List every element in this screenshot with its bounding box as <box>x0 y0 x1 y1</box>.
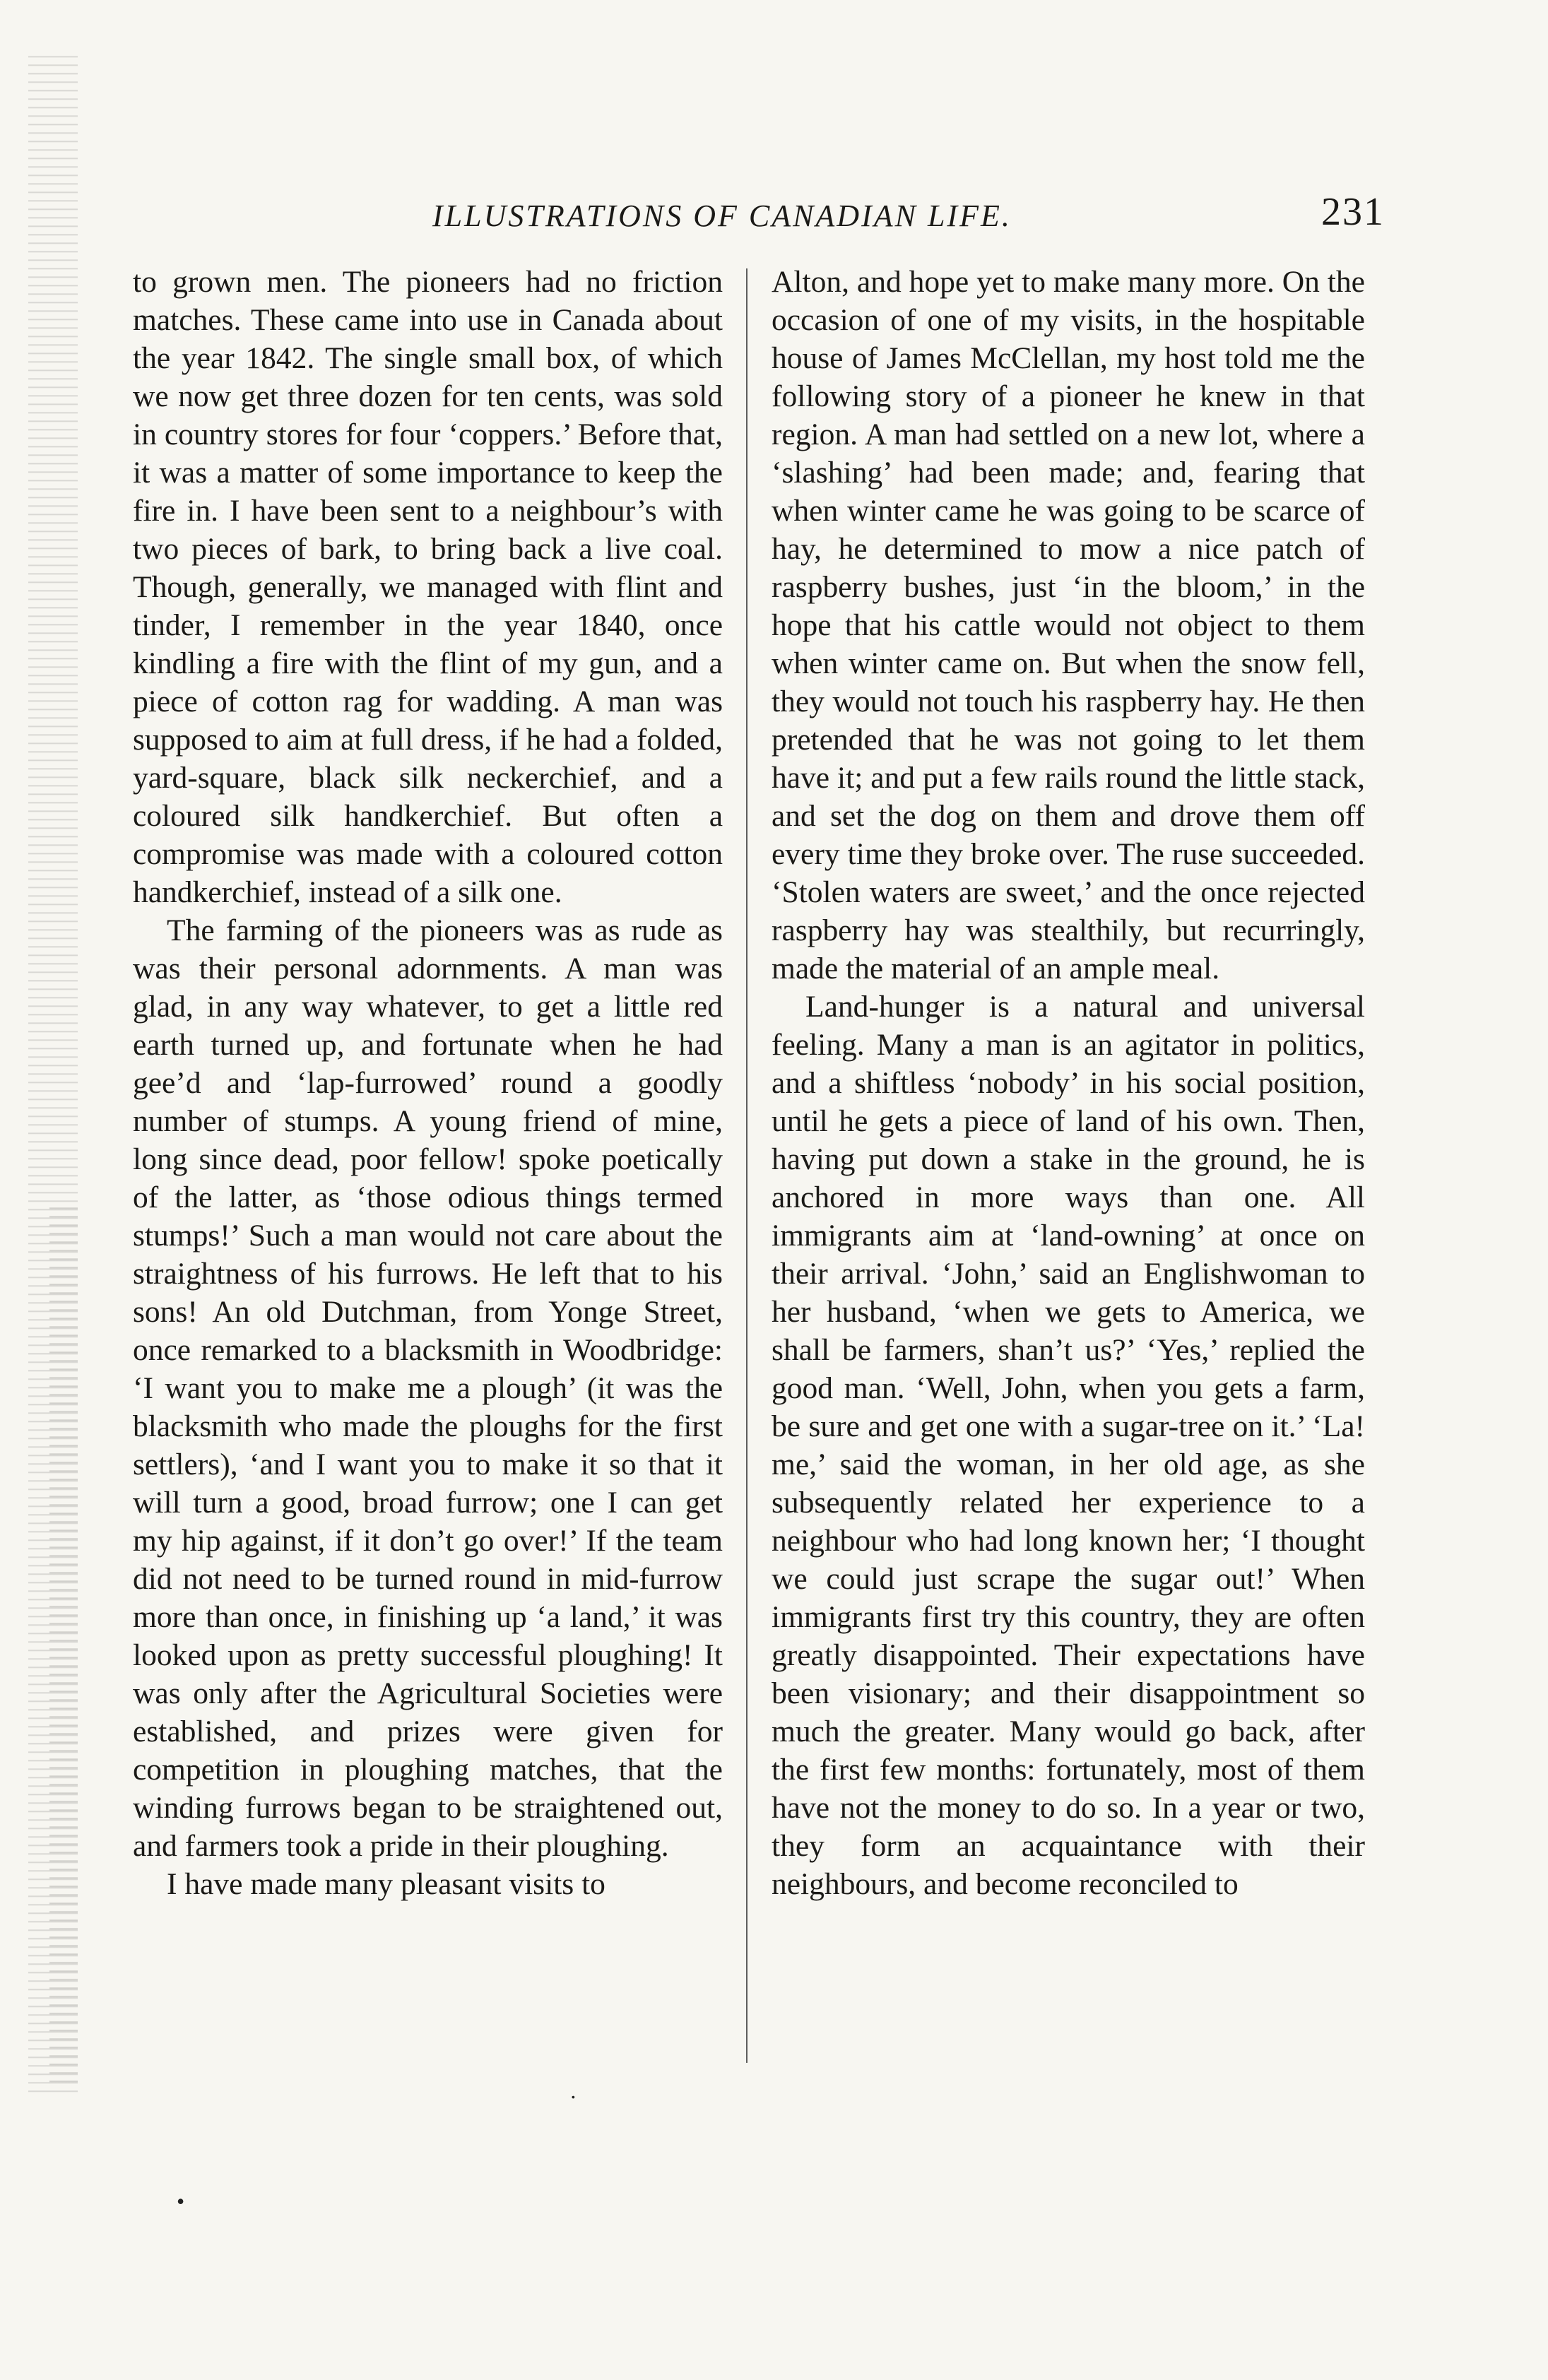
right-column <box>772 263 1365 1903</box>
binding-gutter-noise-lower <box>49 1201 78 2084</box>
print-speck: · <box>569 2084 577 2109</box>
running-head: ILLUSTRATIONS OF CANADIAN LIFE. <box>432 199 1012 233</box>
page-number: 231 <box>1321 190 1385 234</box>
left-column <box>133 263 723 1903</box>
print-speck: • <box>177 2189 185 2214</box>
page-header <box>424 189 1385 239</box>
left-paragraph-3: I have made many pleasant visits to <box>167 1867 605 1901</box>
right-paragraph-1: Alton, and hope yet to make many more. On the occasion of one of my visits, in the hospitable house of James McClellan, my host told me the following story of a pioneer he knew in that region. A man had settled on a new lot, where a ‘slashing’ had been made; and, fearing that when winter came he was going to be scarce of hay, he determined to mow a nice patch of raspberry bushes, just ‘in the bloom,’ in the hope that his cattle would not object to them when winter came on. But when the snow fell, they would not touch his raspberry hay. He then pretended that he was not going to let them have it; and put a few rails round the little stack, and set the dog on them and drove them off every time they broke over. The ruse succeeded. ‘Stolen waters are sweet,’ and the once rejected raspberry hay was stealthily, but recurringly, made the material of an ample meal. <box>772 265 1365 985</box>
left-paragraph-2: The farming of the pioneers was as rude as was their personal adornments. A man was glad, in any way whatever, to get a little red earth turned up, and fortunate when he had gee’d and ‘lap-furrowed’ round a goodly number of stumps. A young friend of mine, long since dead, poor fellow! spoke poetically of the latter, as ‘those odious things termed stumps!’ Such a man would not care about the straightness of his furrows. He left that to his sons! An old Dutchman, from Yonge Street, once remarked to a blacksmith in Woodbridge: ‘I want you to make me a plough’ (it was the blacksmith who made the ploughs for the first settlers), ‘and I want you to make it so that it will turn a good, broad furrow; one I can get my hip against, if it don’t go over!’ If the team did not need to be turned round in mid-furrow more than once, in finishing up ‘a land,’ it was looked upon as pretty successful ploughing! It was only after the Agricultural Societies were established, and prizes were given for competition in ploughing matches, that the winding furrows began to be straightened out, and farmers took a pride in their ploughing. <box>133 913 723 1863</box>
column-divider <box>746 268 748 2063</box>
right-paragraph-2: Land-hunger is a natural and universal feeling. Many a man is an agitator in politics, and a shiftless ‘nobody’ in his social position, until he gets a piece of land of his own. Then, having put down a stake in the ground, he is anchored in more ways than one. All immigrants aim at ‘land-owning’ at once on their arrival. ‘John,’ said an Englishwoman to her husband, ‘when we gets to America, we shall be farmers, shan’t us?’ ‘Yes,’ replied the good man. ‘Well, John, when you gets a farm, be sure and get one with a sugar-tree on it.’ ‘La! me,’ said the woman, in her old age, as she subsequently related her experience to a neighbour who had long known her; ‘I thought we could just scrape the sugar out!’ When immigrants first try this country, they are often greatly disappointed. Their expectations have been visionary; and their disappointment so much the greater. Many would go back, after the first few months: fortunately, most of them have not the money to do so. In a year or two, they form an acquaintance with their neighbours, and become reconciled to <box>772 990 1365 1901</box>
left-paragraph-1: to grown men. The pioneers had no friction matches. These came into use in Canada about the year 1842. The single small box, of which we now get three dozen for ten cents, was sold in country stores for four ‘coppers.’ Before that, it was a matter of some importance to keep the fire in. I have been sent to a neighbour’s with two pieces of bark, to bring back a live coal. Though, generally, we managed with flint and tinder, I remember in the year 1840, once kindling a fire with the flint of my gun, and a piece of cotton rag for wadding. A man was supposed to aim at full dress, if he had a folded, yard-square, black silk neckerchief, and a coloured silk handkerchief. But often a compromise was made with a coloured cotton handkerchief, instead of a silk one. <box>133 265 723 909</box>
